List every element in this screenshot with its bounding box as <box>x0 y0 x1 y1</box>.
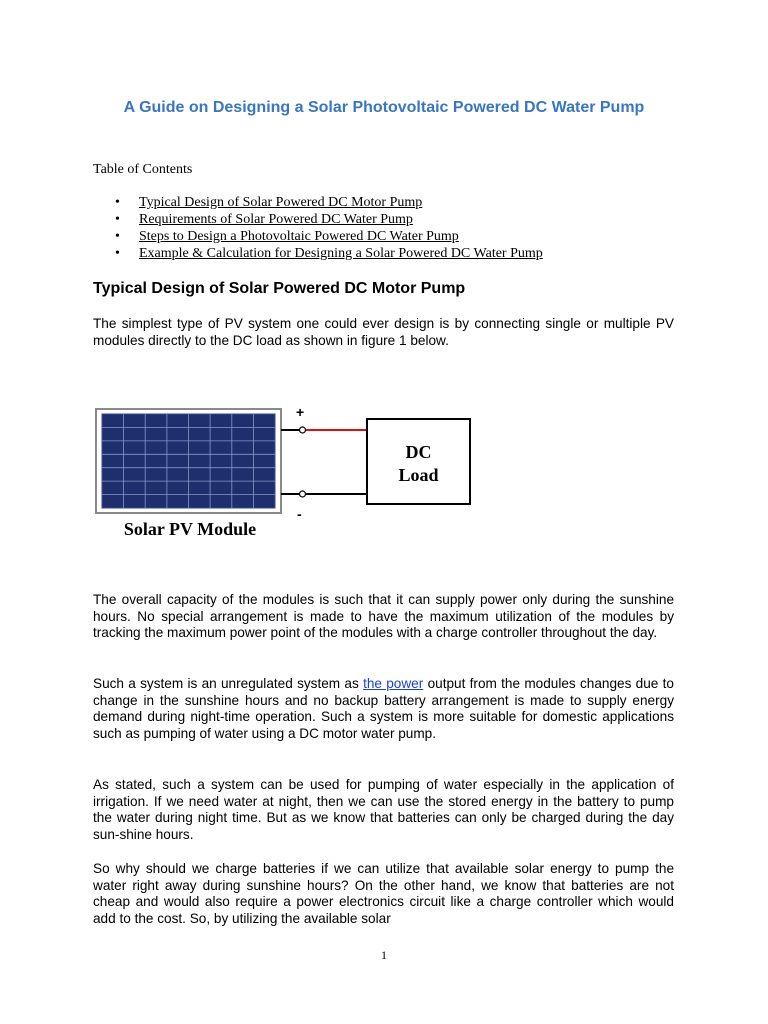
negative-terminal-icon <box>300 491 306 497</box>
positive-terminal-icon <box>300 427 306 433</box>
solar-panel-icon <box>96 409 281 513</box>
paragraph-text: Such a system is an unregulated system as <box>93 676 364 691</box>
paragraph-unregulated <box>93 676 674 742</box>
toc-item <box>93 245 543 262</box>
section-heading: Typical Design of Solar Powered DC Motor Pump <box>93 280 466 297</box>
toc-heading: Table of Contents <box>93 162 193 177</box>
paragraph-intro: The simplest type of PV system one could ever design is by connecting single or multiple PV modules directly to the DC load as shown in figure 1 below. <box>93 316 674 348</box>
toc-item <box>93 211 543 228</box>
load-label-line1: DC <box>405 442 432 462</box>
load-label-line2: Load <box>398 465 439 485</box>
link-the-power[interactable]: the power <box>363 676 424 691</box>
page-number: 1 <box>381 948 387 962</box>
paragraph-batteries: So why should we charge batteries if we can utilize that available solar energy to pump the water right away during sunshine hours? On the other hand, we know that batteries are not cheap and would also require a power electronics circuit like a charge controller which would add to the cost. So, by utilizing the available solar <box>93 861 674 926</box>
document-title: A Guide on Designing a Solar Photovoltaic Powered DC Water Pump <box>123 99 645 116</box>
toc-link-steps[interactable]: Steps to Design a Photovoltaic Powered DC Water Pump <box>139 229 459 244</box>
toc-link-example[interactable]: Example & Calculation for Designing a Solar Powered DC Water Pump <box>139 246 543 261</box>
table-of-contents <box>93 194 543 262</box>
paragraph-capacity: The overall capacity of the modules is such that it can supply power only during the sunshine hours. No special arrangement is made to have the maximum utilization of the modules by tracking the maximum power point of the modules with a charge controller throughout the day. <box>93 592 674 641</box>
paragraph-text: output from the modules changes due to change in the sunshine hours and no backup battery arrangement is made to supply energy demand during night-time operation. Such a system is more suitable for domestic applications such as pumping of water using a DC motor water pump. <box>93 676 674 741</box>
bullet-icon: • <box>115 195 120 210</box>
bullet-icon: • <box>115 212 120 227</box>
plus-label: + <box>296 404 305 420</box>
paragraph-irrigation: As stated, such a system can be used for pumping of water especially in the application of irrigation. If we need water at night, then we can use the stored energy in the battery to pump the water during night time. But as we know that batteries can only be charged during the day sun-shine hours. <box>93 777 674 842</box>
toc-link-typical-design[interactable]: Typical Design of Solar Powered DC Motor Pump <box>139 195 423 210</box>
minus-label: - <box>297 506 302 522</box>
toc-item <box>93 194 543 211</box>
bullet-icon: • <box>115 246 120 261</box>
pv-circuit-figure <box>92 402 492 542</box>
bullet-icon: • <box>115 229 120 244</box>
toc-item <box>93 228 543 245</box>
toc-link-requirements[interactable]: Requirements of Solar Powered DC Water Pump <box>139 212 413 227</box>
module-caption: Solar PV Module <box>123 519 257 539</box>
